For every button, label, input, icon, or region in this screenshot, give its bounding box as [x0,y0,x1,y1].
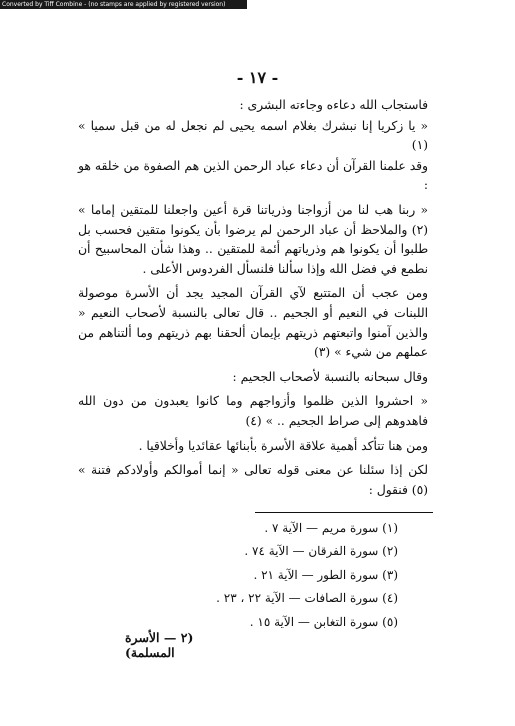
paragraph: وقال سبحانه بالنسبة لأصحاب الجحيم : [232,369,428,384]
footnote: (٥) سورة التغابن — الآية ١٥ . [249,614,398,629]
paragraph: فاستجاب الله دعاءه وجاءته البشرى : [239,98,428,112]
paragraph: ومن عجب أن المتتبع لآي القرآن المجيد يجد أن الأسرة موصولة اللبنات في النعيم أو الجحيم .. قال تعالى بالنسبة لأصحاب النعيم « والذين آمنوا واتبعتهم ذريتهم بإيمان ألحقنا بهم ذريتهم وما ألتناهم من عملهم من شيء » (٣) [78,286,428,360]
paragraph: ومن هنا تتأكد أهمية علاقة الأسرة بأبنائها عقائديا وأخلاقيا . [138,438,428,453]
paragraph: « يا زكريا إنا نبشرك بغلام اسمه يحيى لم نجعل له من قبل سميا » (١) [78,118,428,153]
main-text [78,96,428,505]
footnote-divider [255,512,433,513]
footnotes [160,517,398,634]
paragraph: لكن إذا سئلنا عن معنى قوله تعالى « إنما أموالكم وأولادكم فتنة » (٥) فنقول : [78,463,428,497]
page-number: - ١٧ - [236,68,279,87]
converter-banner: Converted by Tiff Combine - (no stamps are applied by registered version) [0,0,247,9]
section-signature: (٢ — الأسرة المسلمة) [125,630,194,660]
footnote: (٤) سورة الصافات — الآية ٢٢ ، ٢٣ . [216,591,398,606]
paragraph: وقد علمنا القرآن أن دعاء عباد الرحمن الذين هم الصفوة من خلقه هو : [78,158,428,193]
footnote: (١) سورة مريم — الآية ٧ . [264,521,398,535]
paragraph: « ربنا هب لنا من أزواجنا وذرياتنا قرة أعين واجعلنا للمتقين إماما » (٢) والملاحظ أن عباد الرحمن لم يرضوا بأن يكونوا متقين فحسب بل طلبوا أن يكونوا هم وذرياتهم أئمة للمتقين .. وهذا شأن المحاسبيح أن نطمع في فضل الله وإذا سألنا فلنسأل الفردوس الأعلى . [78,202,428,276]
footnote: (٢) سورة الفرقان — الآية ٧٤ . [244,544,398,559]
footnote: (٣) سورة الطور — الآية ٢١ . [253,567,398,582]
paragraph: « احشروا الذين ظلموا وأزواجهم وما كانوا يعبدون من دون الله فاهدوهم إلى صراط الجحيم .. » (٤) [78,394,428,428]
